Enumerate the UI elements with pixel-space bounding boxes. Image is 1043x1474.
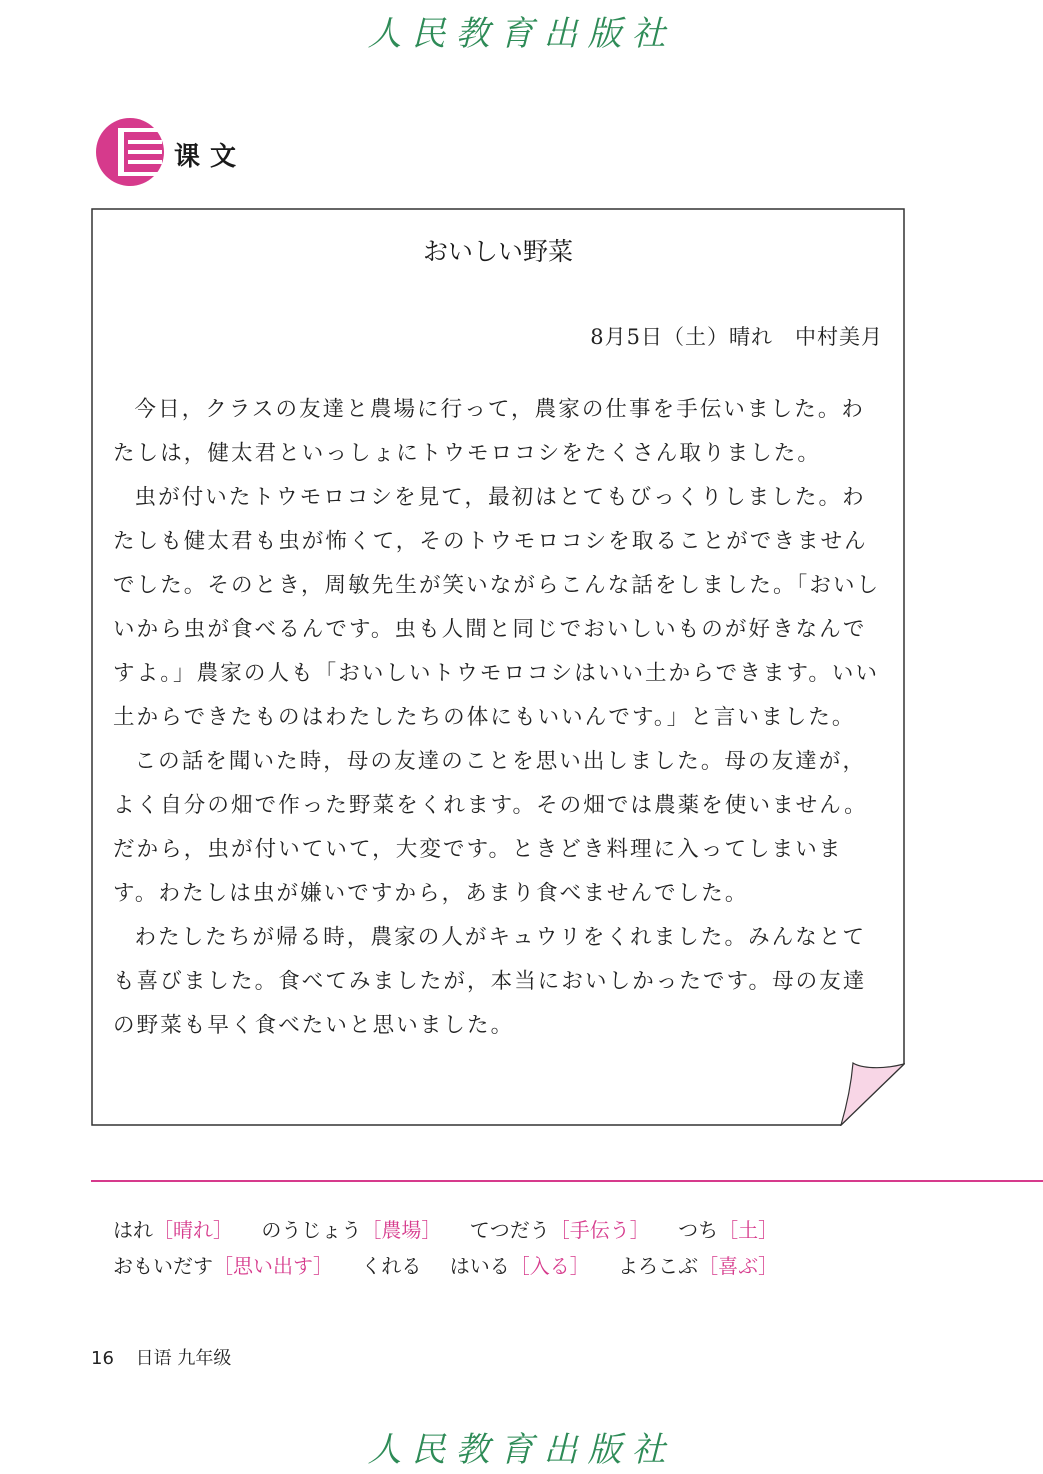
letter-paragraph: わたしたちが帰る時，農家の人がキュウリをくれました。みんなとても喜びました。食べてみましたが，本当においしかったです。母の友達の野菜も早く食べたいと思いました。: [113, 925, 867, 1038]
vocabulary-word: ［手伝う］: [549, 1218, 650, 1242]
vocabulary-word: ［喜ぶ］: [698, 1254, 779, 1278]
book-title: 日语 九年级: [135, 1348, 232, 1369]
vocabulary-reading: おもいだす: [113, 1254, 213, 1278]
vocabulary-reading: のうじょう: [261, 1218, 362, 1242]
vocabulary-item: [678, 1212, 778, 1248]
vocabulary-list: [113, 1212, 800, 1284]
vocabulary-reading: はれ: [113, 1218, 153, 1242]
letter-card: [91, 208, 905, 1126]
letter-paragraph: 今日，クラスの友達と農場に行って，農家の仕事を手伝いました。わたしは，健太君といっしょにトウモロコシをたくさん取りました。: [113, 397, 866, 466]
letter-body: [113, 388, 883, 1048]
publisher-logo-bottom: 人民教育出版社: [367, 1430, 676, 1470]
section-title: 课文: [174, 142, 247, 172]
vocabulary-reading: てつだう: [469, 1218, 550, 1242]
letter-title: おいしい野菜: [422, 237, 573, 266]
vocabulary-word: ［入る］: [509, 1254, 590, 1278]
vocabulary-item: [361, 1248, 421, 1284]
page-footer: [91, 1344, 231, 1370]
vocabulary-word: ［思い出す］: [213, 1254, 333, 1278]
vocabulary-item: [261, 1212, 441, 1248]
publisher-logo-top: 人民教育出版社: [367, 14, 676, 54]
vocabulary-item: [113, 1248, 333, 1284]
vocabulary-reading: つち: [678, 1218, 719, 1242]
letter-paragraph: この話を聞いた時，母の友達のことを思い出しました。母の友達が，よく自分の畑で作った野菜をくれます。その畑では農薬を使いません。だから，虫が付いていて，大変です。ときどき料理に入ってしまいます。わたしは虫が嫌いですから，あまり食べませんでした。: [113, 749, 868, 906]
vocabulary-reading: よろこぶ: [618, 1254, 699, 1278]
vocabulary-word: ［農場］: [361, 1218, 442, 1242]
vocabulary-word: ［土］: [718, 1218, 779, 1242]
letter-paragraph: 虫が付いたトウモロコシを見て，最初はとてもびっくりしました。わたしも健太君も虫が怖くて，そのトウモロコシを取ることができませんでした。そのとき，周敏先生が笑いながらこんな話をしました。「おいしいから虫が食べるんです。虫も人間と同じでおいしいものが好きなんですよ。」農家の人も「おいしいトウモロコシはいい土からできます。いい土からできたものはわたしたちの体にもいいんです。」と言いました。: [113, 485, 881, 730]
vocabulary-item: [450, 1248, 590, 1284]
vocabulary-divider: [91, 1180, 1043, 1182]
vocabulary-word: ［晴れ］: [153, 1218, 233, 1242]
vocabulary-reading: はいる: [449, 1254, 510, 1278]
letter-date-line: 8月5日（土）晴れ 中村美月: [590, 325, 883, 349]
vocabulary-reading: くれる: [361, 1254, 422, 1278]
vocabulary-row: [113, 1212, 800, 1248]
lesson-text-icon: [96, 118, 164, 186]
page-number: 16: [91, 1348, 114, 1369]
vocabulary-item: [113, 1212, 233, 1248]
vocabulary-item: [618, 1248, 778, 1284]
vocabulary-row: [113, 1248, 800, 1284]
vocabulary-item: [470, 1212, 650, 1248]
